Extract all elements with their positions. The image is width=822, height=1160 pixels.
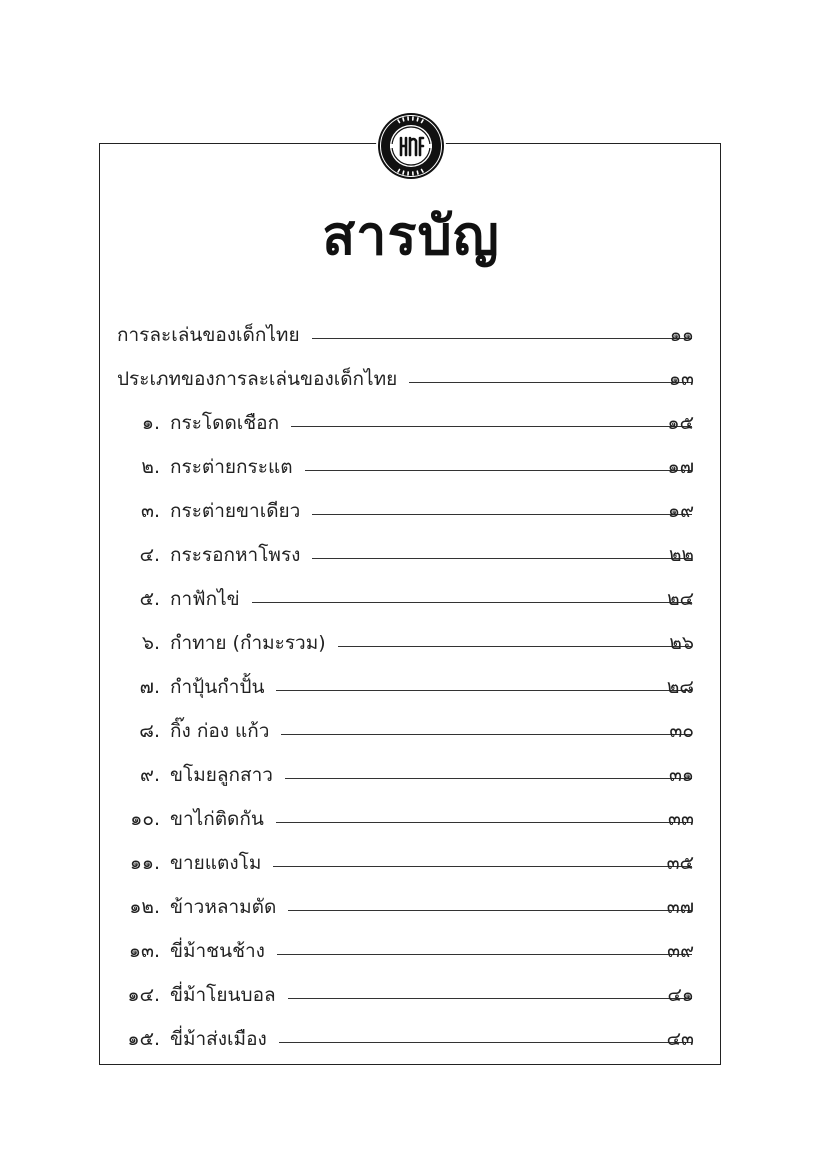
entry-title: ประเภทของการละเล่นของเด็กไทย [117,368,398,390]
entry-number: ๓. [140,500,160,522]
dotted-leader [252,602,692,603]
entry-title: กำปุ้นกำปั้น [170,676,265,698]
dotted-leader [312,558,692,559]
entry-title: กำทาย (กำมะรวม) [170,632,326,654]
entry-page-number: ๑๕ [667,412,694,434]
toc-entry [0,447,822,487]
entry-title: ขี่ม้าชนช้าง [170,940,265,962]
entry-page-number: ๒๔ [667,588,694,610]
toc-entry [0,623,822,663]
entry-title: กระรอกหาโพรง [170,544,301,566]
dotted-leader [305,470,692,471]
toc-entry [0,315,822,355]
entry-title: ขโมยลูกสาว [170,764,273,786]
entry-title: ขาไก่ติดกัน [170,808,264,830]
entry-page-number: ๓๑ [668,764,694,786]
dotted-leader [291,426,692,427]
entry-title: การละเล่นของเด็กไทย [117,324,300,346]
entry-number: ๕. [139,588,160,610]
entry-number: ๙. [140,764,160,786]
entry-number: ๑๔. [127,984,160,1006]
toc-entry [0,667,822,707]
entry-number: ๖. [141,632,160,654]
entry-number: ๒. [141,456,160,478]
toc-entry [0,755,822,795]
toc-entry [0,711,822,751]
entry-title: ขายแตงโม [170,852,262,874]
entry-number: ๑๕. [127,1028,160,1050]
page-title: สารบัญ [322,204,500,267]
toc-entry [0,887,822,927]
seal-emblem-icon [376,111,446,181]
dotted-leader [338,646,692,647]
entry-number: ๑. [141,412,160,434]
entry-page-number: ๔๑ [667,984,694,1006]
toc-entry [0,491,822,531]
toc-entry [0,579,822,619]
dotted-leader [276,822,692,823]
dotted-leader [276,690,692,691]
entry-page-number: ๓๙ [667,940,694,962]
entry-title: กระต่ายขาเดียว [170,500,301,522]
entry-page-number: ๔๓ [666,1028,694,1050]
toc-entry [0,975,822,1015]
toc-entry [0,843,822,883]
entry-page-number: ๑๑ [669,324,694,346]
entry-page-number: ๒๘ [666,676,694,698]
entry-number: ๗. [139,676,160,698]
toc-entry [0,1019,822,1059]
dotted-leader [288,998,692,999]
dotted-leader [409,382,692,383]
toc-entry [0,535,822,575]
entry-title: กระต่ายกระแต [170,456,293,478]
entry-page-number: ๒๖ [669,632,694,654]
entry-page-number: ๓๐ [669,720,694,742]
entry-number: ๑๑. [129,852,160,874]
dotted-leader [273,866,692,867]
entry-number: ๘. [139,720,160,742]
dotted-leader [285,778,692,779]
dotted-leader [281,734,692,735]
entry-number: ๔. [139,544,160,566]
toc-entry [0,799,822,839]
entry-title: ขี่ม้าส่งเมือง [170,1028,267,1050]
toc-entry [0,931,822,971]
entry-page-number: ๒๒ [668,544,694,566]
entry-title: กิ๊ง ก่อง แก้ว [170,720,270,742]
entry-page-number: ๑๗ [667,456,694,478]
entry-page-number: ๑๓ [668,368,694,390]
entry-title: ข้าวหลามตัด [170,896,277,918]
entry-title: ขี่ม้าโยนบอล [170,984,276,1006]
dotted-leader [288,910,692,911]
entry-number: ๑๐. [130,808,160,830]
entry-page-number: ๓๗ [666,896,694,918]
entry-number: ๑๓. [128,940,160,962]
entry-page-number: ๓๕ [666,852,694,874]
entry-title: กระโดดเชือก [170,412,280,434]
toc-entry [0,403,822,443]
entry-page-number: ๑๙ [668,500,694,522]
toc-entry [0,359,822,399]
dotted-leader [312,514,692,515]
dotted-leader [279,1042,692,1043]
dotted-leader [312,338,692,339]
entry-number: ๑๒. [129,896,160,918]
entry-title: กาฟักไข่ [170,588,240,610]
entry-page-number: ๓๓ [668,808,694,830]
dotted-leader [277,954,692,955]
